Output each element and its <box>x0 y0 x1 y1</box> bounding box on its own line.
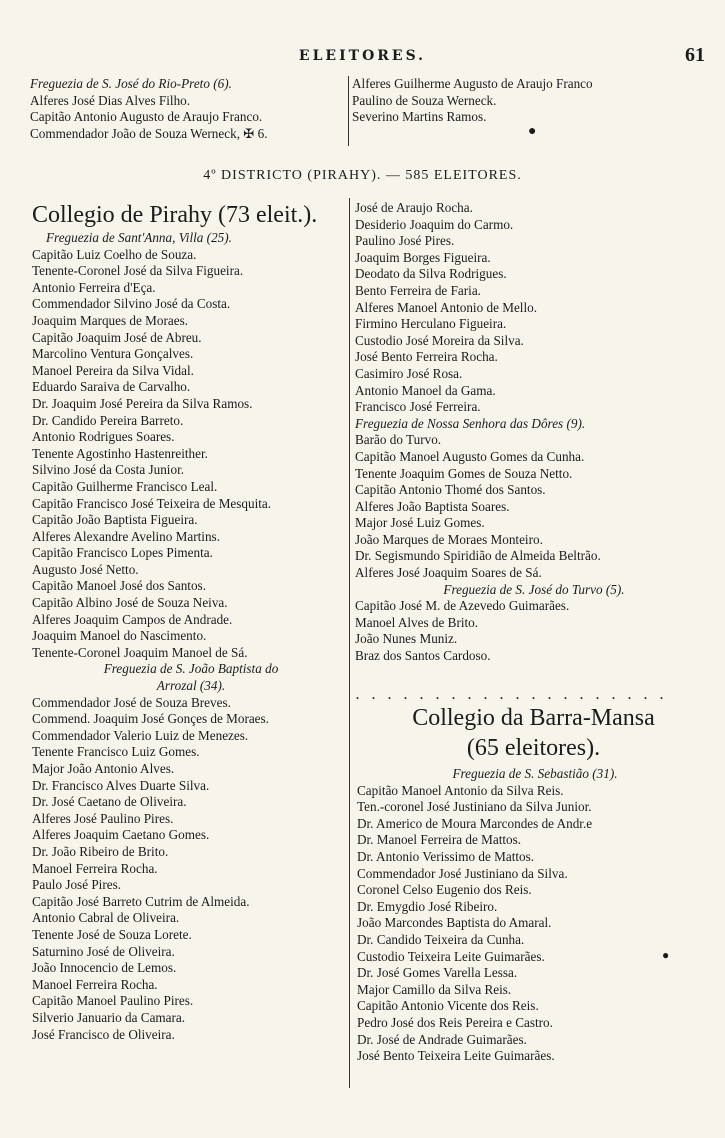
list-item: Antonio Manoel da Gama. <box>355 382 496 398</box>
list-item: Dr. José Gomes Varella Lessa. <box>357 965 518 981</box>
list-item: Desiderio Joaquim do Carmo. <box>355 216 514 232</box>
list-item: Paulino de Souza Werneck. <box>352 92 497 108</box>
list-item: Joaquim Borges Figueira. <box>355 249 491 265</box>
list-item: Dr. Francisco Alves Duarte Silva. <box>32 777 210 793</box>
list-item: Dr. Candido Pereira Barreto. <box>32 412 184 428</box>
list-item: Major José Luiz Gomes. <box>355 515 485 531</box>
list-item: João Nunes Muniz. <box>355 631 458 647</box>
list-item: Commendador Valerio Luiz de Menezes. <box>32 727 249 743</box>
list-item: Manoel Ferreira Rocha. <box>32 860 158 876</box>
list-item: Severino Martins Ramos. <box>352 109 487 125</box>
list-item: Major João Antonio Alves. <box>32 761 175 776</box>
list-item: Alferes Joaquim Campos de Andrade. <box>32 611 233 627</box>
list-item: Dr. Emygdio José Ribeiro. <box>357 898 498 914</box>
list-item: Ten.-coronel José Justiniano da Silva Junior. <box>357 799 592 815</box>
parish-heading: Freguezia de S. João Baptista do <box>103 661 279 677</box>
list-item: Casimiro José Rosa. <box>355 365 463 381</box>
list-item: Custodio Teixeira Leite Guimarães. <box>357 948 545 964</box>
list-item: Tenente-Coronel Joaquim Manoel de Sá. <box>32 644 248 660</box>
list-item: Capitão João Baptista Figueira. <box>32 512 198 528</box>
elector-list <box>32 695 350 1043</box>
column-divider-top <box>348 76 349 146</box>
list-item: Manoel Pereira da Silva Vidal. <box>32 362 194 378</box>
list-item: Antonio Ferreira d'Eça. <box>32 279 156 295</box>
list-item: Capitão Francisco Lopes Pimenta. <box>32 545 213 561</box>
list-item: Saturnino José de Oliveira. <box>32 943 175 959</box>
list-item: Dr. Manoel Ferreira de Mattos. <box>357 832 522 848</box>
list-item: Capitão Luiz Coelho de Souza. <box>32 246 197 262</box>
elector-list <box>355 598 713 664</box>
list-item: Tenente José de Souza Lorete. <box>32 926 192 942</box>
list-item: Tenente Agostinho Hastenreither. <box>32 445 208 461</box>
list-item: Francisco José Ferreira. <box>355 399 481 415</box>
list-item: Alferes Guilherme Augusto de Araujo Franco <box>352 76 593 91</box>
running-head: ELEITORES. <box>298 48 427 64</box>
list-item: Capitão Antonio Vicente dos Reis. <box>357 998 539 1014</box>
parish-heading-cont: Arrozal (34). <box>156 678 226 694</box>
list-item: Capitão Manoel José dos Santos. <box>32 578 206 594</box>
elector-list <box>357 783 713 1065</box>
list-item: Major Camillo da Silva Reis. <box>357 981 512 997</box>
list-item: Coronel Celso Eugenio dos Reis. <box>357 882 532 898</box>
list-item: José Francisco de Oliveira. <box>32 1026 175 1042</box>
right-column-lower <box>357 766 713 1065</box>
list-item: Alferes Manoel Antonio de Mello. <box>355 299 538 315</box>
list-item: Alferes Alexandre Avelino Martins. <box>32 528 220 544</box>
list-item: Alferes José Dias Alves Filho. <box>30 92 191 108</box>
list-item: Silvino José da Costa Junior. <box>32 462 185 478</box>
column-divider <box>349 198 350 1088</box>
dotted-separator: . . . . . . . . . . . . . . . . . . . . <box>356 688 668 702</box>
list-item: Commendador José de Souza Breves. <box>32 694 231 710</box>
list-item: Dr. Americo de Moura Marcondes de Andr.e <box>357 815 593 831</box>
list-item: Capitão Joaquim José de Abreu. <box>32 329 202 345</box>
list-item: Dr. José Caetano de Oliveira. <box>32 794 187 810</box>
list-item: Capitão Francisco José Teixeira de Mesquita. <box>32 495 272 511</box>
parish-heading: Freguezia de S. José do Turvo (5). <box>443 581 625 597</box>
list-item: Capitão Antonio Thomé dos Santos. <box>355 482 546 498</box>
parish-heading: Freguezia de S. Sebastião (31). <box>452 766 618 781</box>
list-item: Commend. Joaquim José Gonçes de Moraes. <box>32 711 269 727</box>
district-heading: 4º DISTRICTO (PIRAHY). — 585 ELEITORES. <box>203 168 522 183</box>
college-title-barra-mansa <box>356 703 711 763</box>
list-item: Dr. João Ribeiro de Brito. <box>32 843 169 859</box>
elector-list <box>32 247 350 662</box>
list-item: Capitão José M. de Azevedo Guimarães. <box>355 598 570 614</box>
list-item: José Bento Ferreira Rocha. <box>355 349 498 365</box>
list-item: Capitão Guilherme Francisco Leal. <box>32 478 218 494</box>
college-title-line: Collegio da Barra-Mansa <box>412 705 655 731</box>
list-item: Braz dos Santos Cardoso. <box>355 648 491 664</box>
list-item: Commendador João de Souza Werneck, ✠ 6. <box>30 125 268 141</box>
list-item: Dr. Joaquim José Pereira da Silva Ramos. <box>32 395 253 411</box>
list-item: Commendador Silvino José da Costa. <box>32 296 231 312</box>
list-item: Deodato da Silva Rodrigues. <box>355 266 507 282</box>
parish-heading: Freguezia de S. José do Rio-Preto (6). <box>30 76 232 91</box>
list-item: Dr. Antonio Verissimo de Mattos. <box>357 848 535 864</box>
list-item: João Marcondes Baptista do Amaral. <box>357 915 552 931</box>
list-item: Paulino José Pires. <box>355 233 455 249</box>
list-item: Eduardo Saraiva de Carvalho. <box>32 379 191 395</box>
elector-list <box>355 200 713 416</box>
list-item: Joaquim Marques de Moraes. <box>32 312 189 328</box>
list-item: Alferes João Baptista Soares. <box>355 498 510 514</box>
list-item: Augusto José Netto. <box>32 561 139 577</box>
list-item: Paulo José Pires. <box>32 877 122 893</box>
list-item: Capitão Albino José de Souza Neiva. <box>32 595 228 611</box>
list-item: João Marques de Moraes Monteiro. <box>355 531 543 547</box>
parish-heading: Freguezia de Nossa Senhora das Dôres (9). <box>355 415 586 431</box>
top-left-block <box>30 76 348 142</box>
list-item: Silverio Januario da Camara. <box>32 1009 186 1025</box>
list-item: Capitão Manoel Augusto Gomes da Cunha. <box>355 448 585 464</box>
list-item: Capitão Antonio Augusto de Araujo Franco. <box>30 109 263 125</box>
list-item: José de Araujo Rocha. <box>355 200 473 215</box>
list-item: Marcolino Ventura Gonçalves. <box>32 346 194 362</box>
list-item: João Innocencio de Lemos. <box>32 960 177 976</box>
list-item: Tenente Joaquim Gomes de Souza Netto. <box>355 465 573 481</box>
right-column <box>355 200 713 665</box>
left-column <box>32 200 350 1043</box>
bullet-mark: ● <box>528 124 537 139</box>
elector-list <box>355 432 713 581</box>
list-item: Commendador José Justiniano da Silva. <box>357 865 568 881</box>
college-title-pirahy: Collegio de Pirahy (73 eleit.). <box>32 202 318 228</box>
list-item: Tenente Francisco Luiz Gomes. <box>32 744 200 760</box>
list-item: José Bento Teixeira Leite Guimarães. <box>357 1048 555 1064</box>
page-number: 61 <box>685 44 705 66</box>
list-item: Joaquim Manoel do Nascimento. <box>32 628 207 644</box>
list-item: Capitão José Barreto Cutrim de Almeida. <box>32 893 250 909</box>
list-item: Capitão Manoel Antonio da Silva Reis. <box>357 782 564 798</box>
list-item: Manoel Alves de Brito. <box>355 614 479 630</box>
list-item: Dr. Segismundo Spiridião de Almeida Beltrão. <box>355 548 601 564</box>
bullet-mark: ● <box>662 948 670 962</box>
college-title-line: (65 eleitores). <box>466 735 601 761</box>
list-item: Alferes José Joaquim Soares de Sá. <box>355 565 542 581</box>
list-item: Manoel Ferreira Rocha. <box>32 976 158 992</box>
top-right-block <box>352 76 717 126</box>
list-item: Custodio José Moreira da Silva. <box>355 332 524 348</box>
list-item: Alferes José Paulino Pires. <box>32 810 174 826</box>
list-item: Bento Ferreira de Faria. <box>355 282 481 298</box>
list-item: Alferes Joaquim Caetano Gomes. <box>32 827 210 843</box>
list-item: Dr. Candido Teixeira da Cunha. <box>357 931 525 947</box>
list-item: Firmino Herculano Figueira. <box>355 316 507 332</box>
list-item: Pedro José dos Reis Pereira e Castro. <box>357 1014 553 1030</box>
list-item: Capitão Manoel Paulino Pires. <box>32 993 194 1009</box>
list-item: Antonio Rodrigues Soares. <box>32 429 175 445</box>
list-item: Antonio Cabral de Oliveira. <box>32 910 180 926</box>
parish-heading: Freguezia de Sant'Anna, Villa (25). <box>46 230 232 245</box>
list-item: Barão do Turvo. <box>355 432 442 448</box>
list-item: Tenente-Coronel José da Silva Figueira. <box>32 263 244 279</box>
list-item: Dr. José de Andrade Guimarães. <box>357 1031 527 1047</box>
